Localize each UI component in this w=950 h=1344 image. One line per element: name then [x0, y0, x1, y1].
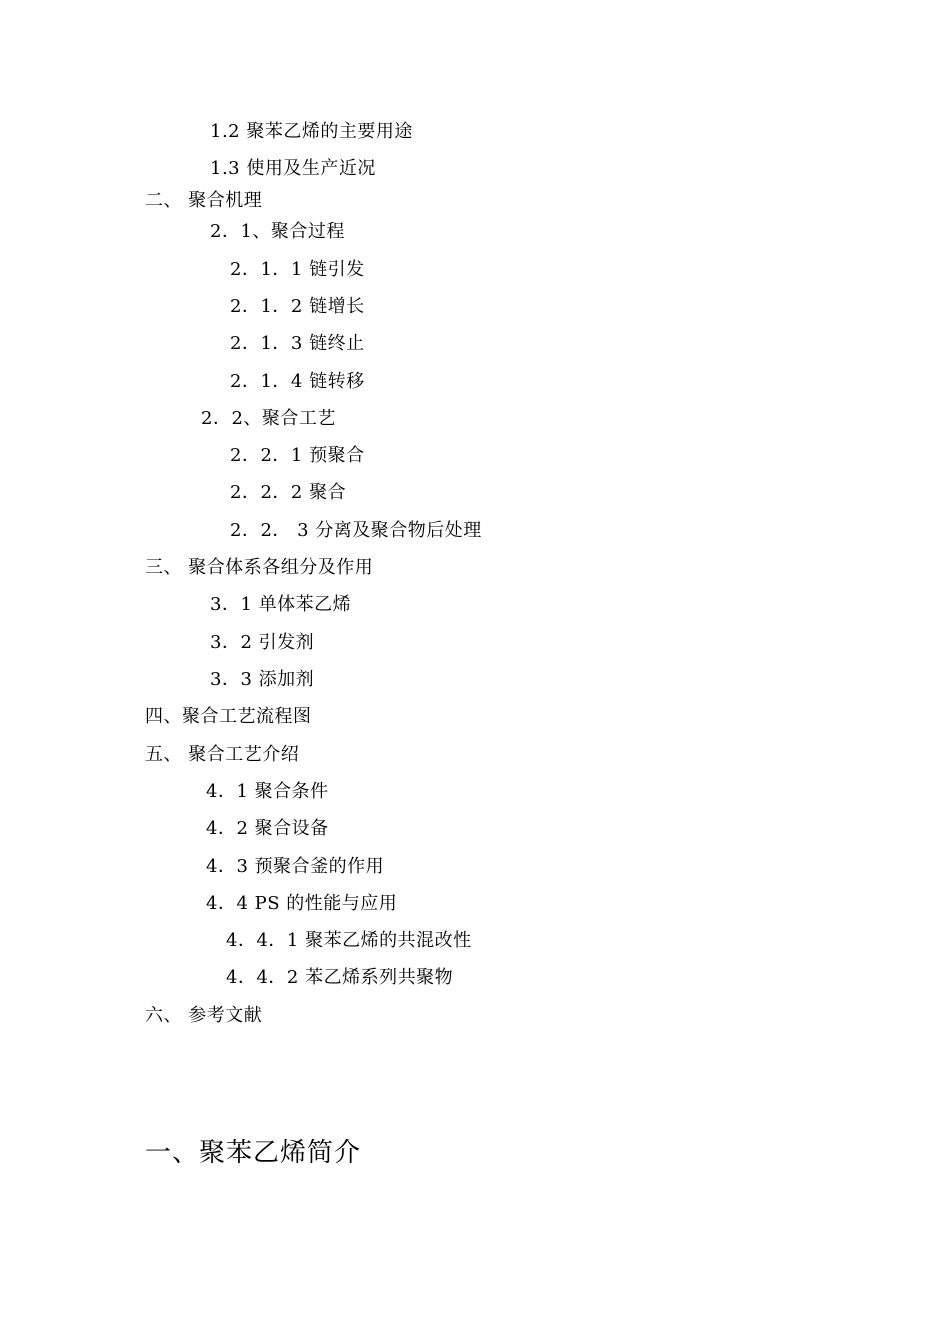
- toc-item-4-4: 4．4 PS 的性能与应用: [206, 893, 398, 914]
- section-heading: 一、聚苯乙烯简介: [145, 1138, 362, 1168]
- toc-item-2-1: 2．1、聚合过程: [210, 221, 345, 242]
- toc-chapter-3: 三、 聚合体系各组分及作用: [145, 557, 374, 578]
- toc-item-2-2-2: 2．2．2 聚合: [230, 482, 347, 503]
- toc-chapter-4: 四、聚合工艺流程图: [145, 706, 312, 727]
- toc-item-2-2: 2．2、聚合工艺: [201, 408, 336, 429]
- toc-item-3-1: 3．1 单体苯乙烯: [210, 594, 352, 615]
- toc-item-3-2: 3．2 引发剂: [210, 632, 315, 653]
- toc-chapter-5: 五、 聚合工艺介绍: [145, 744, 300, 765]
- toc-item-2-1-4: 2．1．4 链转移: [230, 371, 365, 392]
- toc-chapter-6: 六、 参考文献: [145, 1005, 263, 1026]
- toc-item-2-1-2: 2．1．2 链增长: [230, 296, 365, 317]
- toc-item-3-3: 3．3 添加剂: [210, 669, 315, 690]
- toc-item-1-3: 1.3 使用及生产近况: [210, 158, 376, 179]
- toc-item-4-4-1: 4．4．1 聚苯乙烯的共混改性: [226, 930, 472, 951]
- toc-item-2-1-1: 2．1．1 链引发: [230, 259, 365, 280]
- toc-item-4-3: 4．3 预聚合釜的作用: [206, 856, 385, 877]
- toc-item-2-1-3: 2．1．3 链终止: [230, 333, 365, 354]
- toc-item-4-1: 4．1 聚合条件: [206, 781, 329, 802]
- toc-item-2-2-1: 2．2．1 预聚合: [230, 445, 365, 466]
- toc-item-1-2: 1.2 聚苯乙烯的主要用途: [210, 121, 413, 142]
- toc-item-4-2: 4．2 聚合设备: [206, 818, 329, 839]
- toc-item-2-2-3: 2．2． 3 分离及聚合物后处理: [230, 520, 482, 541]
- toc-item-4-4-2: 4．4．2 苯乙烯系列共聚物: [226, 967, 454, 988]
- toc-chapter-2: 二、 聚合机理: [145, 190, 263, 211]
